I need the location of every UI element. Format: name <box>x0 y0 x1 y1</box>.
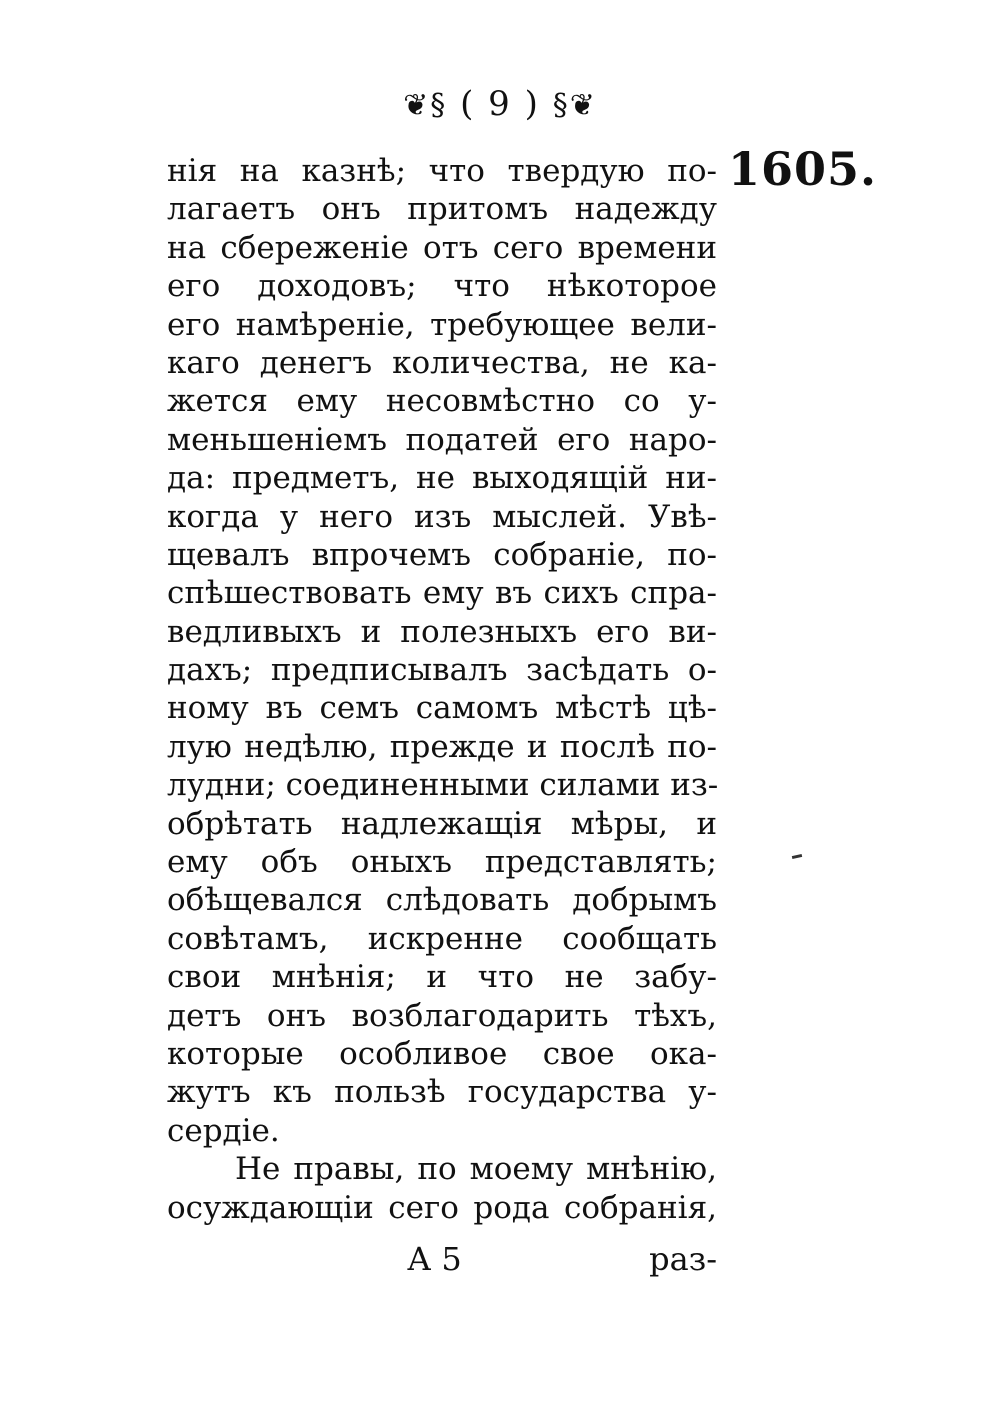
text-line: его доходовъ; что нѣкоторое <box>167 268 717 305</box>
text-line: обѣщевался слѣдовать добрымъ <box>167 882 717 919</box>
page-footer <box>167 1240 717 1284</box>
text-line: нія на казнѣ; что твердую по- <box>167 153 717 189</box>
text-line: лудни; соединенными силами из- <box>167 767 719 804</box>
text-line: свои мнѣнія; и что не забу- <box>167 959 717 996</box>
text-line: лую недѣлю, прежде и послѣ по- <box>167 728 717 765</box>
text-line: которые особливое свое ока- <box>167 1035 717 1072</box>
text-line: меньшеніемъ податей его наро- <box>167 421 717 458</box>
text-line: его намѣреніе, требующее вели- <box>167 306 717 343</box>
ornament-right-icon: §❦ <box>552 88 597 123</box>
text-line: обрѣтать надлежащія мѣры, и <box>167 805 717 842</box>
stray-ink-mark <box>792 854 802 859</box>
text-line: ному въ семъ самомъ мѣстѣ цѣ- <box>167 690 717 727</box>
text-line: щевалъ впрочемъ собраніе, по- <box>167 536 717 573</box>
text-line: осуждающіи сего рода собранія, <box>167 1189 717 1226</box>
text-line: совѣтамъ, искренне сообщать <box>167 920 717 957</box>
text-line: лагаетъ онъ притомъ надежду <box>167 191 717 228</box>
text-line: ему объ оныхъ представлять; <box>167 844 717 881</box>
paragraph-end-line: сердіе. <box>167 1112 280 1149</box>
text-line: жется ему несовмѣстно со у- <box>167 383 717 420</box>
paragraph-start-line: Не правы, по моему мнѣнію, <box>235 1151 717 1188</box>
catchword: раз- <box>649 1240 717 1278</box>
page-number: ( 9 ) <box>460 84 540 124</box>
running-header <box>0 84 1000 124</box>
text-line: жутъ къ пользѣ государства у- <box>167 1074 717 1111</box>
text-line: спѣшествовать ему въ сихъ спра- <box>167 575 717 612</box>
text-line: детъ онъ возблагодарить тѣхъ, <box>167 997 717 1034</box>
ornament-left-icon: ❦§ <box>403 88 448 123</box>
text-line: когда у него изъ мыслей. Увѣ- <box>167 498 717 535</box>
text-line: каго денегъ количества, не ка- <box>167 344 717 381</box>
text-line: дахъ; предписывалъ засѣдать о- <box>167 652 717 689</box>
text-line: да: предметъ, не выходящій ни- <box>167 460 717 497</box>
body-text <box>167 152 717 1227</box>
text-line: на сбереженіе отъ сего времени <box>167 229 717 266</box>
text-line: ведливыхъ и полезныхъ его ви- <box>167 613 717 650</box>
signature-mark: А 5 <box>407 1240 462 1278</box>
margin-year-note: 1605. <box>728 142 878 196</box>
